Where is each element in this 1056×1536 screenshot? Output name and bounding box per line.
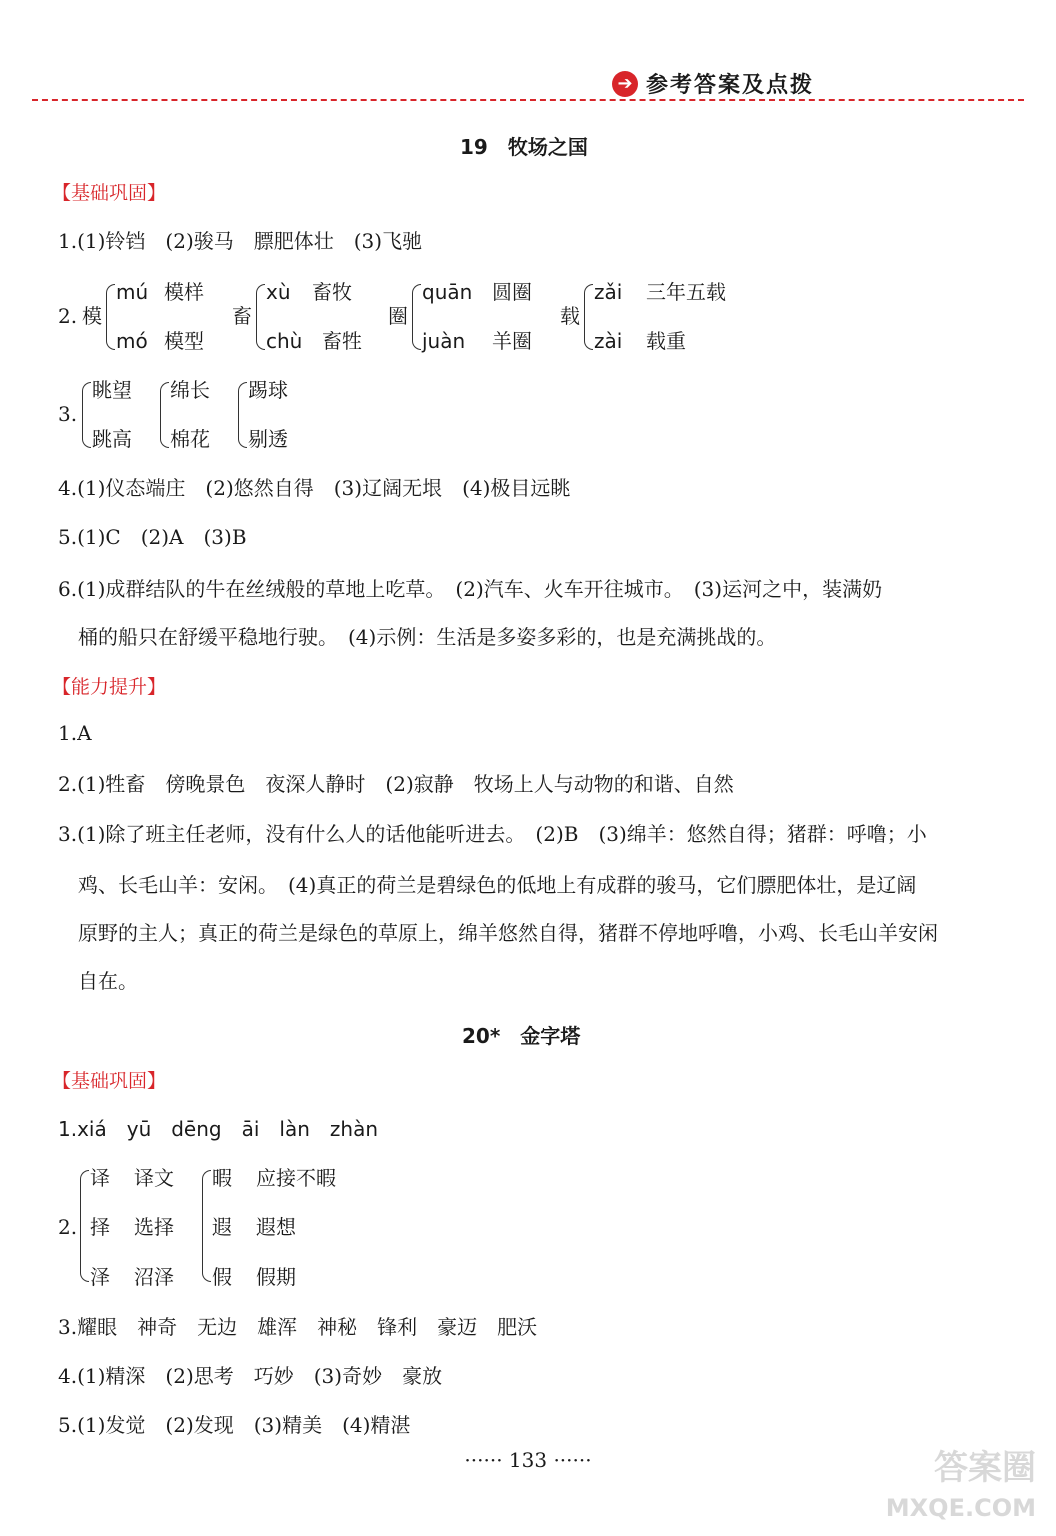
- brace: [82, 382, 91, 448]
- l19-q2-g1-py1: mú: [116, 280, 149, 304]
- l19-q2-g4-w2: 载重: [646, 329, 686, 353]
- l19-q2-num: 2.: [58, 304, 78, 328]
- watermark: [886, 1448, 1036, 1528]
- l19-q4: 4.(1)仪态端庄 (2)悠然自得 (3)辽阔无垠 (4)极目远眺: [58, 476, 571, 500]
- l19-q2-g4-char: 载: [560, 304, 580, 328]
- l20-q2-b2: 遐: [212, 1215, 232, 1239]
- l20-q2-a1w: 译文: [134, 1166, 174, 1190]
- l20-q2-b3w: 假期: [256, 1265, 296, 1289]
- brace: [256, 284, 265, 350]
- l19-q3-c1a: 眺望: [92, 378, 132, 402]
- l19-q2-g3-py1: quān: [422, 280, 473, 304]
- lesson-19-advanced-tag: 【能力提升】: [52, 676, 167, 698]
- l19-q2-g2-char: 畜: [232, 304, 252, 328]
- page-header: [0, 0, 1056, 110]
- l19-q3-c3a: 踢球: [248, 378, 288, 402]
- l20-q5: 5.(1)发觉 (2)发现 (3)精美 (4)精湛: [58, 1413, 411, 1437]
- l19-q3-c2b: 棉花: [170, 427, 210, 451]
- l20-q4: 4.(1)精深 (2)思考 巧妙 (3)奇妙 豪放: [58, 1364, 443, 1388]
- lesson-19-title: 19 牧场之国: [460, 135, 588, 159]
- l19-q2-g3-w1: 圆圈: [492, 280, 532, 304]
- header-title: 参考答案及点拨: [646, 73, 815, 98]
- l19-p3-line2: 鸡、长毛山羊：安闲。 (4)真正的荷兰是碧绿色的低地上有成群的骏马，它们膘肥体壮，是辽阔: [78, 873, 917, 897]
- l19-q1: 1.(1)铃铛 (2)骏马 膘肥体壮 (3)飞驰: [58, 229, 423, 253]
- l20-q2-num: 2.: [58, 1215, 78, 1239]
- l19-q6-line1: 6.(1)成群结队的牛在丝绒般的草地上吃草。 (2)汽车、火车开往城市。 (3)运河之中，装满奶: [58, 577, 883, 601]
- l19-q3-c1b: 跳高: [92, 427, 132, 451]
- brace: [584, 284, 593, 350]
- brace: [80, 1170, 89, 1282]
- l19-p3-line4: 自在。: [78, 969, 138, 993]
- lesson-20-title: 20* 金字塔: [462, 1024, 581, 1048]
- l20-q2-b1: 暇: [212, 1166, 232, 1190]
- page-number: ······ 133 ······: [464, 1448, 592, 1472]
- l19-q2-g2-py1: xù: [266, 280, 291, 304]
- brace: [238, 382, 247, 448]
- l20-q2-b3: 假: [212, 1265, 232, 1289]
- l19-q3-c2a: 绵长: [170, 378, 210, 402]
- l20-q2-a2w: 选择: [134, 1215, 174, 1239]
- l19-q2-g3-py2: juàn: [422, 329, 466, 353]
- l20-q2-a2: 择: [90, 1215, 110, 1239]
- lesson-19-basic-tag: 【基础巩固】: [52, 182, 167, 204]
- l19-q2-g1-w2: 模型: [164, 329, 204, 353]
- header-dashed-rule: [32, 99, 1024, 101]
- l19-q2-g4-py2: zài: [594, 329, 623, 353]
- l20-q3: 3.耀眼 神奇 无边 雄浑 神秘 锋利 豪迈 肥沃: [58, 1315, 538, 1339]
- l20-q2-b1w: 应接不暇: [256, 1166, 336, 1190]
- l19-q2-g4-w1: 三年五载: [646, 280, 726, 304]
- l19-q2-g2-py2: chù: [266, 329, 303, 353]
- l19-p3-line1: 3.(1)除了班主任老师，没有什么人的话他能听进去。 (2)B (3)绵羊：悠然自得；猪群：呼噜；小: [58, 822, 927, 846]
- l20-q1: 1.xiá yū dēng āi làn zhàn: [58, 1117, 379, 1141]
- l19-q2-g1-w1: 模样: [164, 280, 204, 304]
- l19-q2-g3-char: 圈: [388, 304, 408, 328]
- l19-p2: 2.(1)牲畜 傍晚景色 夜深人静时 (2)寂静 牧场上人与动物的和谐、自然: [58, 772, 734, 796]
- brace: [160, 382, 169, 448]
- l19-p3-line3: 原野的主人；真正的荷兰是绿色的草原上，绵羊悠然自得，猪群不停地呼噜，小鸡、长毛山羊安闲: [78, 921, 938, 945]
- l19-q2-g3-w2: 羊圈: [492, 329, 532, 353]
- header-label: [612, 68, 814, 99]
- l19-q2-g4-py1: zǎi: [594, 280, 623, 304]
- l19-q2-g2-w2: 畜牲: [322, 329, 362, 353]
- l19-q6-line2: 桶的船只在舒缓平稳地行驶。 (4)示例：生活是多姿多彩的，也是充满挑战的。: [78, 625, 777, 649]
- brace: [412, 284, 421, 350]
- l20-q2-a3: 泽: [90, 1265, 110, 1289]
- l20-q2-a1: 译: [90, 1166, 110, 1190]
- brace: [202, 1170, 211, 1282]
- l19-q3-num: 3.: [58, 402, 78, 426]
- watermark-line2: MXQE.COM: [885, 1494, 1036, 1522]
- l19-q2-g1-char: 模: [82, 304, 102, 328]
- watermark-line1: 答案圈: [934, 1448, 1036, 1488]
- l19-q2-g2-w1: 畜牧: [312, 280, 352, 304]
- l19-p1: 1.A: [58, 721, 92, 745]
- l19-q2-g1-py2: mó: [116, 329, 148, 353]
- arrow-icon: ➔: [612, 71, 638, 97]
- l19-q5: 5.(1)C (2)A (3)B: [58, 525, 247, 549]
- brace: [106, 284, 115, 350]
- lesson-20-basic-tag: 【基础巩固】: [52, 1070, 167, 1092]
- l20-q2-a3w: 沼泽: [134, 1265, 174, 1289]
- l20-q2-b2w: 遐想: [256, 1215, 296, 1239]
- l19-q3-c3b: 剔透: [248, 427, 288, 451]
